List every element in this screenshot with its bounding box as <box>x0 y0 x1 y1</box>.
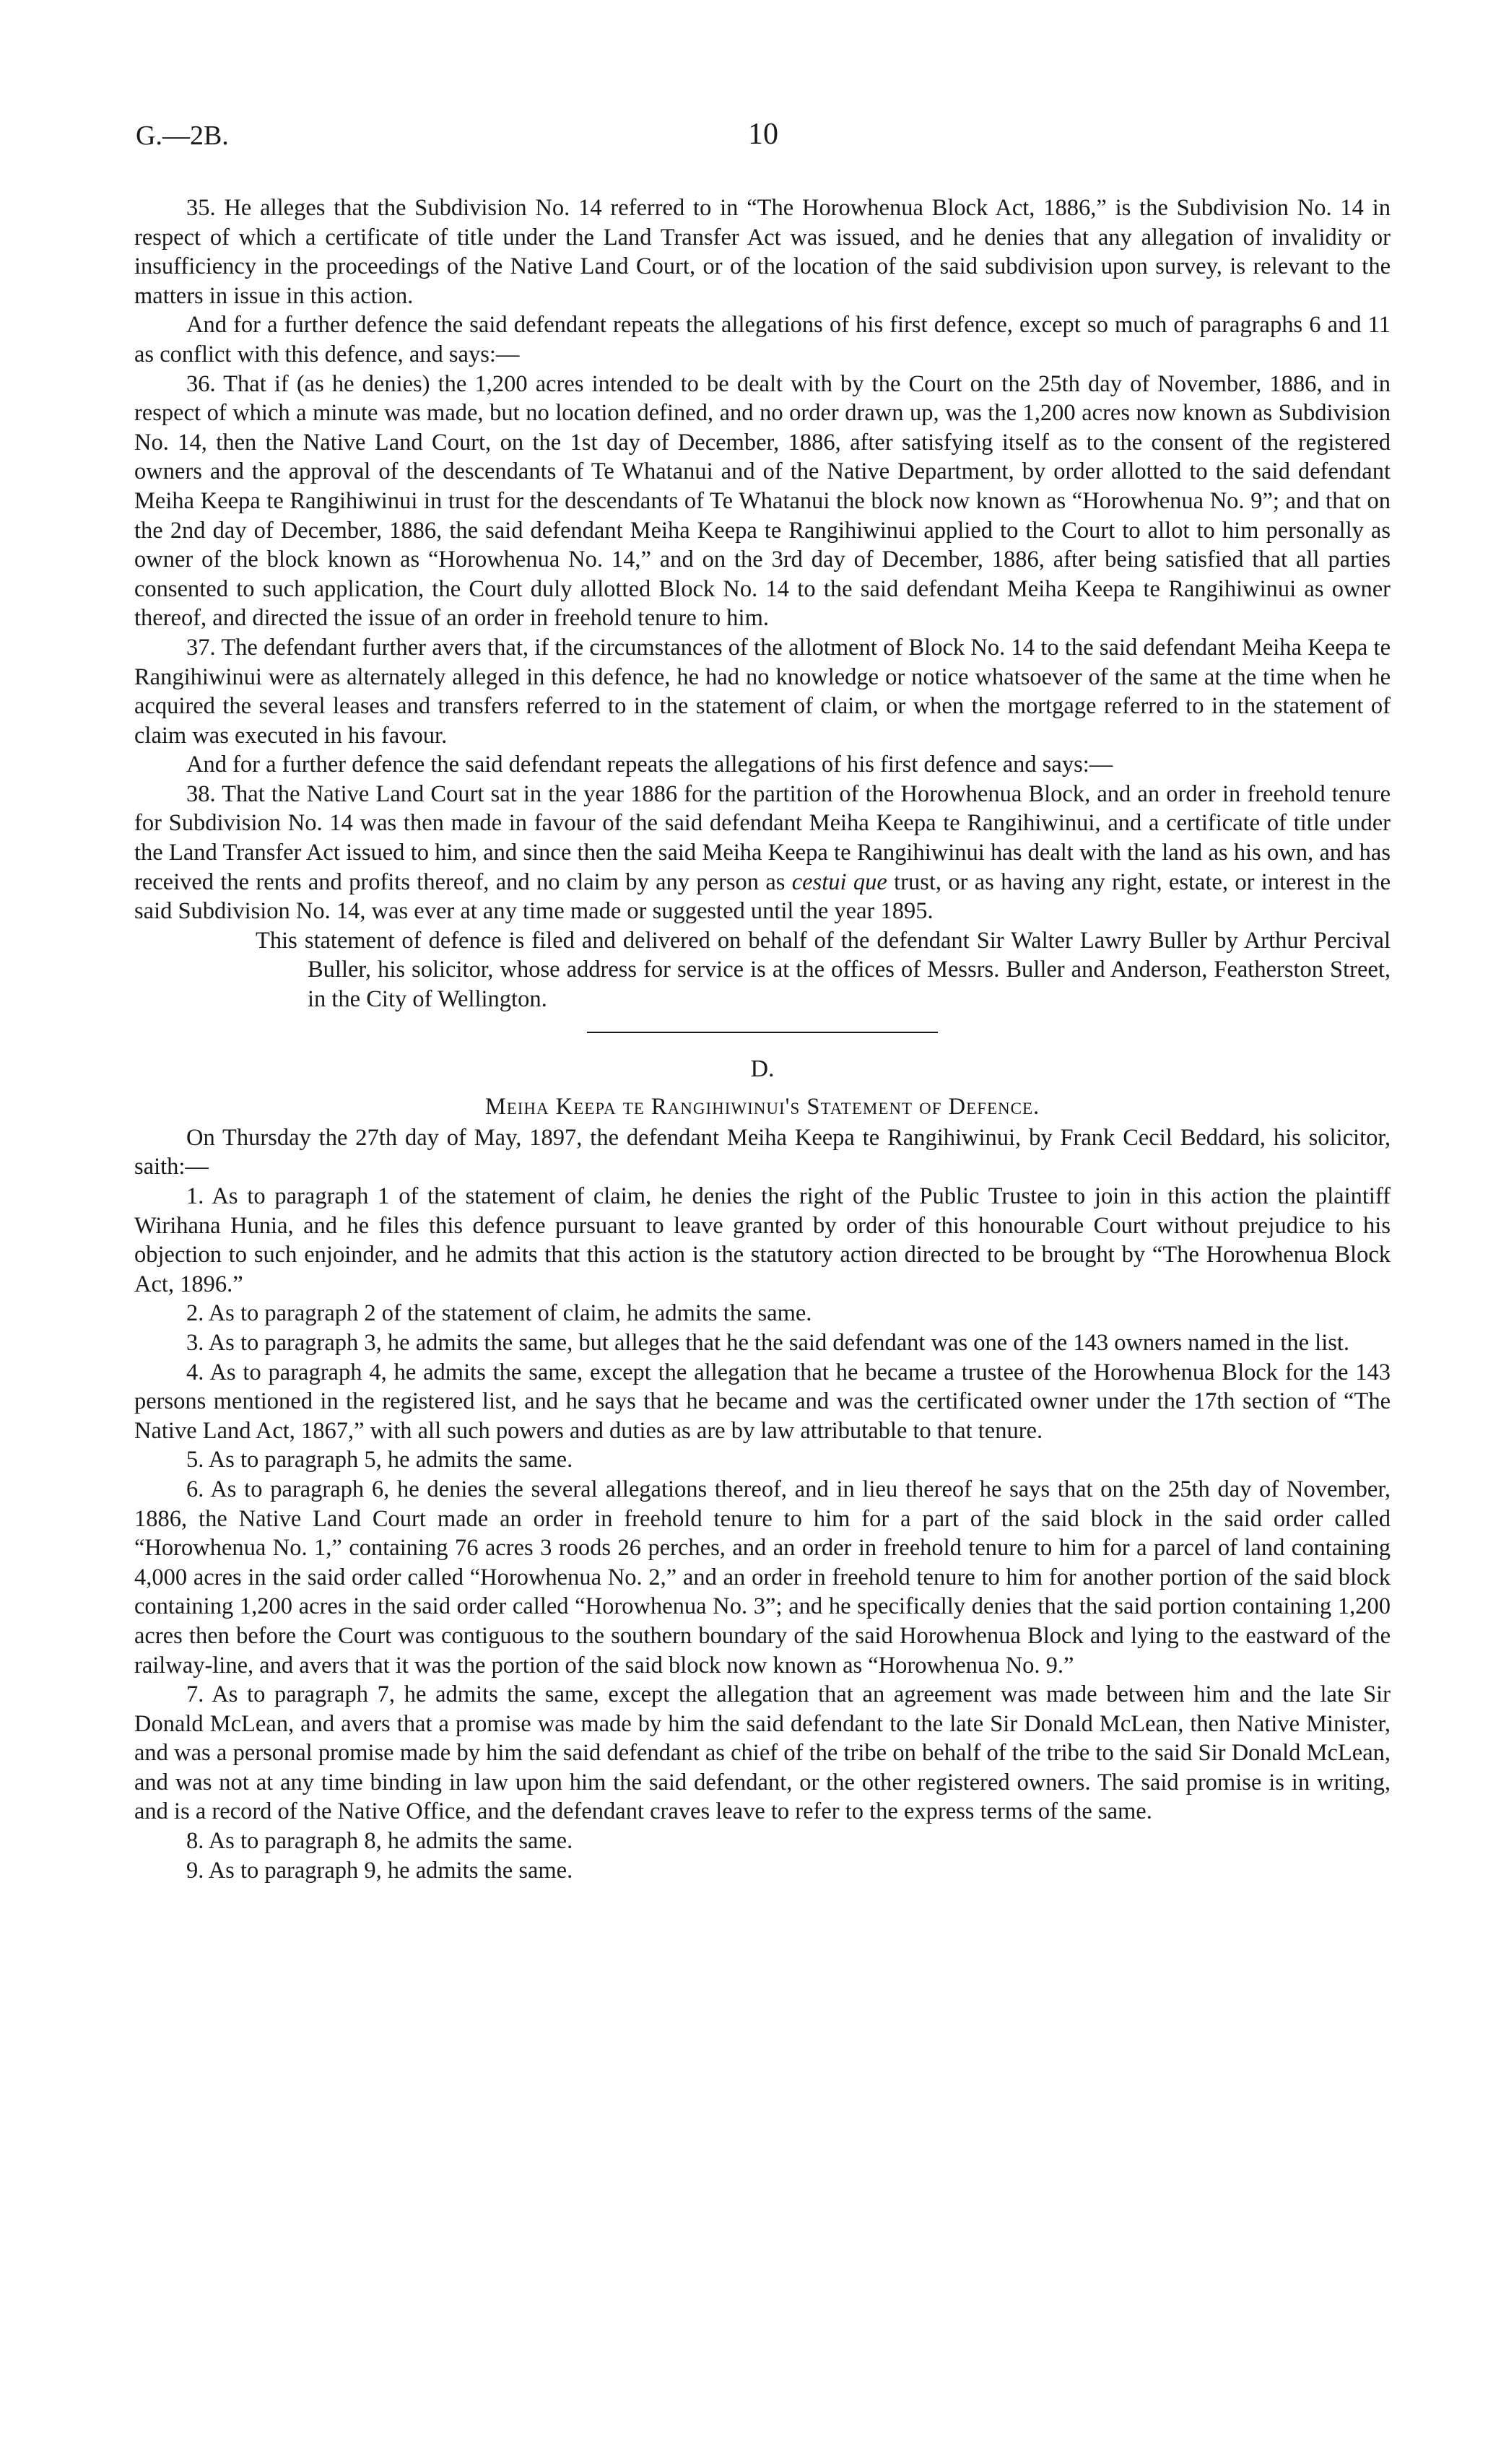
body-text <box>134 193 1391 1885</box>
defence-paragraph-6: 6. As to paragraph 6, he denies the several allegations thereof, and in lieu thereof he says that on the 25th day of November, 1886, the Native Land Court made an order in freehold tenure to him for a part of the said block in the said order called “Horowhenua No. 1,” containing 76 acres 3 roods 26 perches, and an order in freehold tenure to him for a parcel of land containing 4,000 acres in the said order called “Horowhenua No. 2,” and an order in freehold tenure to him for another portion of the said block containing 1,200 acres in the said order called “Horowhenua No. 3”; and he specifically denies that the said portion containing 1,200 acres then before the Court was contiguous to the southern boundary of the said Horowhenua Block and lying to the eastward of the railway-line, and avers that it was the portion of the said block now known as “Horowhenua No. 9.” <box>134 1476 1391 1679</box>
defence-paragraph-5: 5. As to paragraph 5, he admits the same. <box>186 1447 573 1473</box>
defence-paragraph-2: 2. As to paragraph 2 of the statement of claim, he admits the same. <box>186 1300 812 1327</box>
section-letter: D. <box>750 1055 775 1082</box>
defence-paragraph-9: 9. As to paragraph 9, he admits the same. <box>186 1857 573 1884</box>
defence-paragraph-1: 1. As to paragraph 1 of the statement of claim, he denies the right of the Public Trustee to join in this action the plaintiff Wirihana Hunia, and he files this defence pursuant to leave granted by order of this honourable Court without prejudice to his objection to such enjoinder, and he admits that this action is the statutory action directed to be brought by “The Horowhenua Block Act, 1896.” <box>134 1183 1391 1297</box>
further-defence-intro-1: And for a further defence the said defendant repeats the allegations of his first defence, except so much of paragraphs 6 and 11 as conflict with this defence, and says:— <box>134 312 1391 367</box>
document-reference: G.—2B. <box>136 121 229 151</box>
page-number: 10 <box>748 118 778 151</box>
defence-paragraph-8: 8. As to paragraph 8, he admits the same. <box>186 1828 573 1855</box>
defence-paragraph-3: 3. As to paragraph 3, he admits the same, but alleges that he the said defendant was one of the 143 owners named in the list. <box>186 1329 1350 1356</box>
paragraph-38-italic: cestui que <box>791 869 887 895</box>
section-divider <box>587 1032 938 1033</box>
further-defence-intro-2: And for a further defence the said defendant repeats the allegations of his first defence and says:— <box>186 752 1113 778</box>
filing-statement: This statement of defence is filed and delivered on behalf of the defendant Sir Walter Lawry Buller by Arthur Percival Buller, his solicitor, whose address for service is at the offices of Messrs. Buller and Anderson, Featherston Street, in the City of Wellington. <box>256 927 1391 1013</box>
section-title: Meiha Keepa te Rangihiwinui's Statement of Defence. <box>484 1094 1040 1120</box>
paragraph-36: 36. That if (as he denies) the 1,200 acres intended to be dealt with by the Court on the 25th day of November, 1886, and in respect of which a minute was made, but no location defined, and no order drawn up, was the 1,200 acres now known as Subdivision No. 14, then the Native Land Court, on the 1st day of December, 1886, after satisfying itself as to the consent of the registered owners and the approval of the descendants of Te Whatanui and of the Native Department, by order allotted to the said defendant Meiha Keepa te Rangihiwinui in trust for the descendants of Te Whatanui the block now known as “Horowhenua No. 9”; and that on the 2nd day of December, 1886, the said defendant Meiha Keepa te Rangihiwinui applied to the Court to allot to him personally as owner of the block known as “Horowhenua No. 14,” and on the 3rd day of December, 1886, after being satisfied that all parties consented to such application, the Court duly allotted Block No. 14 to the said defendant Meiha Keepa te Rangihiwinui as owner thereof, and directed the issue of an order in freehold tenure to him. <box>134 370 1391 632</box>
paragraph-35: 35. He alleges that the Subdivision No. 14 referred to in “The Horowhenua Block Act, 1886,” is the Subdivision No. 14 in respect of which a certificate of title under the Land Transfer Act was issued, and he denies that any allegation of invalidity or insufficiency in the proceedings of the Native Land Court, or of the location of the said subdivision upon survey, is relevant to the matters in issue in this action. <box>134 195 1391 309</box>
defence-preamble: On Thursday the 27th day of May, 1897, the defendant Meiha Keepa te Rangihiwinui, by Frank Cecil Beddard, his solicitor, saith:— <box>134 1124 1391 1180</box>
defence-paragraph-4: 4. As to paragraph 4, he admits the same, except the allegation that he became a trustee of the Horowhenua Block for the 143 persons mentioned in the registered list, and he says that he became and was the certificated owner under the 17th section of “The Native Land Act, 1867,” with all such powers and duties as are by law attributable to that tenure. <box>134 1359 1391 1444</box>
paragraph-38-text-b: trust, or as having any right, estate, or interest in the said Subdivision No. 14, was ever at any time made or suggested until the year 1895. <box>134 869 1391 925</box>
paragraph-37: 37. The defendant further avers that, if the circumstances of the allotment of Block No. 14 to the said defendant Meiha Keepa te Rangihiwinui were as alternately alleged in this defence, he had no knowledge or notice whatsoever of the same at the time when he acquired the several leases and transfers referred to in the statement of claim, or when the mortgage referred to in the statement of claim was executed in his favour. <box>134 634 1391 749</box>
paragraph-38 <box>134 780 1391 926</box>
defence-paragraph-7: 7. As to paragraph 7, he admits the same, except the allegation that an agreement was made between him and the late Sir Donald McLean, and avers that a promise was made by him the said defendant to the late Sir Donald McLean, then Native Minister, and was a personal promise made by him the said defendant as chief of the tribe on behalf of the tribe to the said Sir Donald McLean, and was not at any time binding in law upon him the said defendant, or the other registered owners. The said promise is in writing, and is a record of the Native Office, and the defendant craves leave to refer to the express terms of the same. <box>134 1681 1391 1825</box>
paragraph-38-text-a: 38. That the Native Land Court sat in the year 1886 for the partition of the Horowhenua Block, and an order in freehold tenure for Subdivision No. 14 was then made in favour of the said defendant Meiha Keepa te Rangihiwinui, and a certificate of title under the Land Transfer Act issued to him, and since then the said Meiha Keepa te Rangihiwinui has dealt with the land as his own, and has received the rents and profits thereof, and no claim by any person as <box>134 780 1391 895</box>
